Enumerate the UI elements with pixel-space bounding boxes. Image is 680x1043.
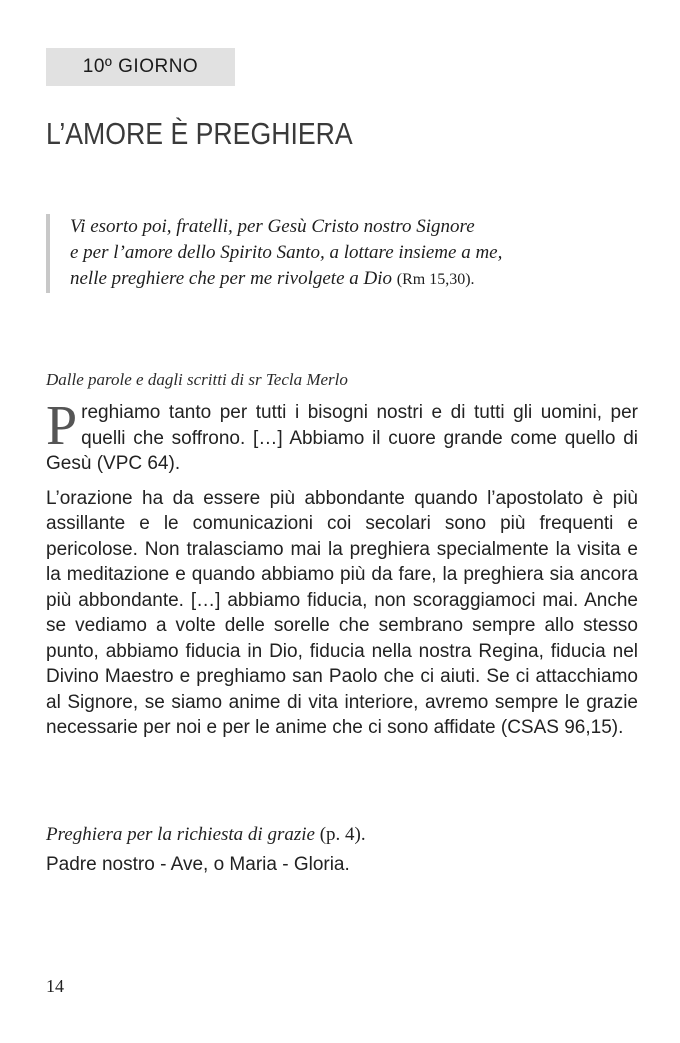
day-label-text: 10º GIORNO [82, 56, 199, 77]
body-text [46, 395, 638, 750]
quote-line: e per l’amore dello Spirito Santo, a lottare insieme a me, [70, 242, 503, 263]
quote-line: Vi esorto poi, fratelli, per Gesù Cristo nostro Signore [70, 216, 475, 237]
quote-reference: (Rm 15,30). [396, 271, 475, 288]
quote-line-text: nelle preghiere che per me rivolgete a Dio [70, 268, 393, 289]
prayer-closing: Padre nostro - Ave, o Maria - Gloria. [46, 854, 350, 875]
paragraph-1 [46, 395, 638, 477]
paragraph-1-text: reghiamo tanto per tutti i bisogni nostri e di tutti gli uomini, per quelli che soffrono. […] Abbiamo il cuore grande come quello di Gesù (VPC 64). [46, 402, 638, 474]
prayer-request-label: Preghiera per la richiesta di grazie [46, 824, 315, 845]
prayer-request-line [46, 820, 366, 850]
prayer-page-ref: (p. 4). [314, 824, 366, 845]
scripture-quote [46, 214, 630, 293]
quote-line-last [70, 266, 630, 293]
day-label [46, 48, 235, 86]
drop-cap: P [46, 395, 78, 457]
paragraph-2: L’orazione ha da essere più abbondante quando l’apostolato è più assillante e le comunicazioni coi secolari sono più frequenti e pericolose. Non tralasciamo mai la preghiera specialmente la visita e la meditazione e quando abbiamo più da fare, la preghiera sia ancora più abbondante. […] abbiamo fiducia, non scoraggiamoci mai. Anche se vediamo a volte delle sorelle che sembrano sempre allo stesso punto, abbiamo fiducia in Dio, fiducia nella nostra Regina, fiducia nel Divino Maestro e preghiamo san Paolo che ci aiuti. Se ci attacchiamo al Signore, se siamo anime di vita interiore, avremo sempre le grazie necessarie per noi e per le anime che ci sono affidate (CSAS 96,15). [46, 487, 638, 738]
prayer-section [46, 820, 366, 880]
page-title: L’AMORE È PREGHIERA [46, 116, 353, 151]
page-number: 14 [46, 976, 64, 996]
source-heading: Dalle parole e dagli scritti di sr Tecla Merlo [46, 370, 348, 389]
